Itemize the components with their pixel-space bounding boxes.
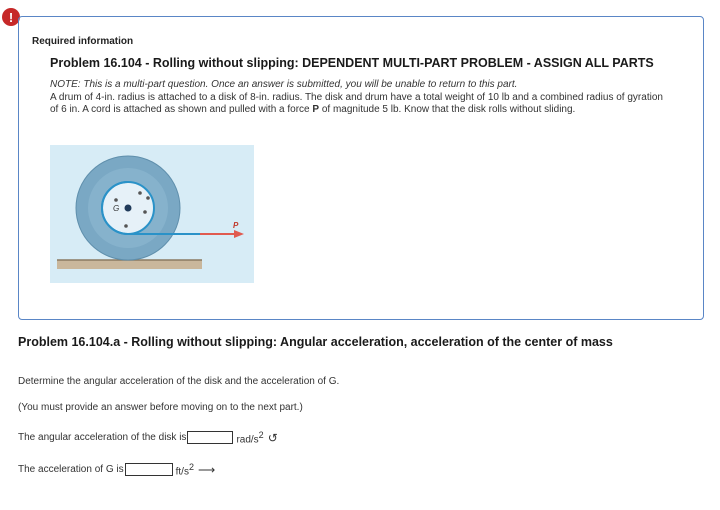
problem-body-part2: of magnitude 5 lb. Know that the disk rolls without sliding. bbox=[319, 104, 576, 115]
center-g-point bbox=[125, 205, 132, 212]
bolt-3 bbox=[143, 210, 147, 214]
bolt-4 bbox=[124, 224, 128, 228]
center-acceleration-input[interactable] bbox=[125, 463, 173, 476]
required-info-heading: Required information bbox=[32, 36, 134, 47]
center-label: G bbox=[113, 204, 120, 213]
counterclockwise-icon: ↺ bbox=[267, 430, 278, 445]
force-label: P bbox=[233, 221, 239, 230]
center-acceleration-unit: $ft/s^2$ bbox=[175, 462, 194, 478]
problem-title: Problem 16.104 - Rolling without slipping: DEPENDENT MULTI-PART PROBLEM - ASSIGN ALL PARTS bbox=[50, 56, 654, 70]
part-title: Problem 16.104.a - Rolling without slipping: Angular acceleration, acceleration of the center of mass bbox=[18, 335, 613, 349]
angular-acceleration-input[interactable] bbox=[187, 431, 233, 444]
disk-drum-illustration bbox=[50, 145, 254, 283]
ground-surface bbox=[57, 260, 202, 269]
part-note: (You must provide an answer before moving on to the next part.) bbox=[18, 402, 303, 413]
problem-figure bbox=[50, 145, 254, 283]
angular-acceleration-row bbox=[18, 430, 278, 445]
bolt-1 bbox=[114, 198, 118, 202]
problem-note: NOTE: This is a multi-part question. Once an answer is submitted, you will be unable to return to this part. bbox=[50, 79, 518, 90]
center-acceleration-row bbox=[18, 462, 215, 477]
problem-body bbox=[50, 92, 670, 117]
center-acceleration-label: The acceleration of G is bbox=[18, 464, 124, 476]
bolt-5 bbox=[146, 196, 150, 200]
angular-acceleration-unit: rad/$s^2$ bbox=[236, 430, 264, 446]
force-symbol: P bbox=[312, 104, 320, 115]
part-question: Determine the angular acceleration of the disk and the acceleration of G. bbox=[18, 376, 340, 387]
bolt-2 bbox=[138, 191, 142, 195]
problem-statement bbox=[50, 79, 670, 117]
arrow-right-icon: ⟶ bbox=[197, 462, 216, 477]
alert-icon: ! bbox=[2, 8, 20, 26]
problem-body-part1: A drum of 4-in. radius is attached to a disk of 8-in. radius. The disk and drum have a total weight of 10 lb and a combined radius of gyration of 6 in. A cord is attached as shown and pulled with a force bbox=[50, 91, 663, 115]
angular-acceleration-label: The angular acceleration of the disk is bbox=[18, 432, 187, 444]
